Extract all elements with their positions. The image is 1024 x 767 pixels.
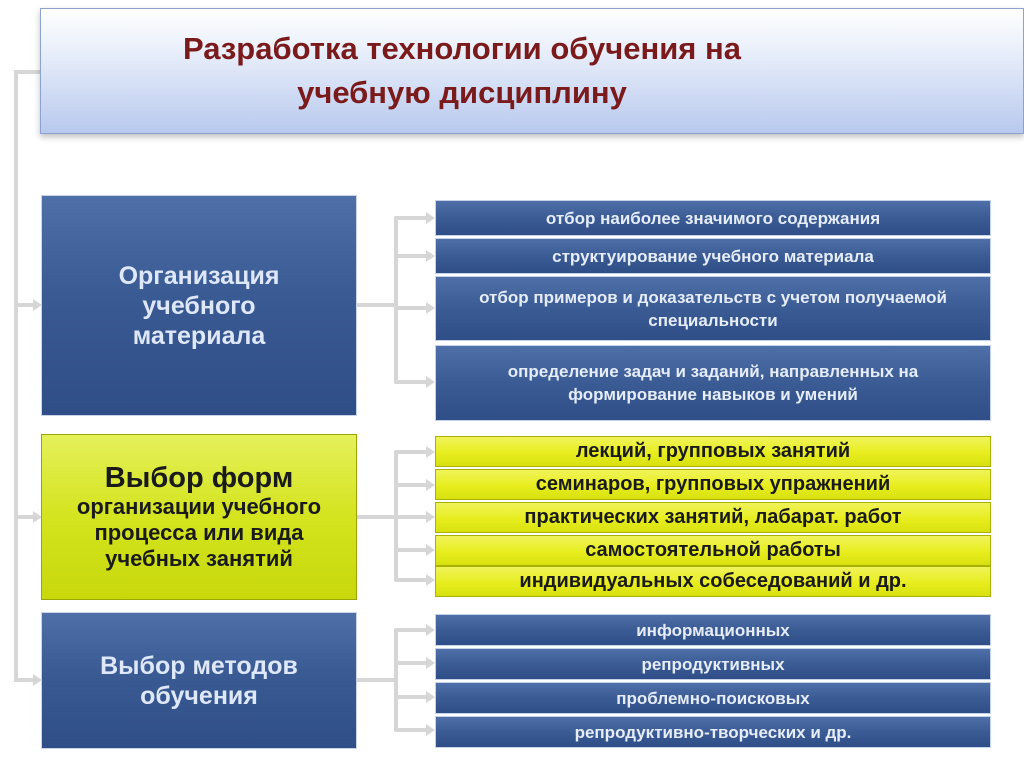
section-organization-label: Организация учебного материала <box>118 261 280 350</box>
section-forms-box <box>41 434 357 600</box>
organization-item-1: отбор наиболее значимого содержания <box>435 200 991 236</box>
methods-item-2: репродуктивных <box>435 648 991 680</box>
forms-item-2: семинаров, групповых упражнений <box>435 469 991 500</box>
section-methods-label: Выбор методов обучения <box>100 651 298 710</box>
organization-item-3: отбор примеров и доказательств с учетом получаемой специальности <box>435 276 991 341</box>
methods-item-4: репродуктивно-творческих и др. <box>435 716 991 748</box>
page-title: Разработка технологии обучения на учебную дисциплину <box>183 31 741 110</box>
forms-item-1: лекций, групповых занятий <box>435 436 991 467</box>
organization-item-4: определение задач и заданий, направленных на формирование навыков и умений <box>435 345 991 421</box>
forms-item-5: индивидуальных собеседований и др. <box>435 566 991 597</box>
forms-item-4: самостоятельной работы <box>435 535 991 566</box>
organization-item-2: структуирование учебного материала <box>435 238 991 274</box>
forms-item-3: практических занятий, лабарат. работ <box>435 502 991 533</box>
methods-item-3: проблемно-поисковых <box>435 682 991 714</box>
section-forms-heading: Выбор форм <box>104 462 294 494</box>
section-organization-box <box>41 195 357 416</box>
section-forms-label: организации учебного процесса или вида учебных занятий <box>76 494 322 571</box>
title-box <box>40 8 1024 134</box>
methods-item-1: информационных <box>435 614 991 646</box>
section-methods-box <box>41 612 357 749</box>
